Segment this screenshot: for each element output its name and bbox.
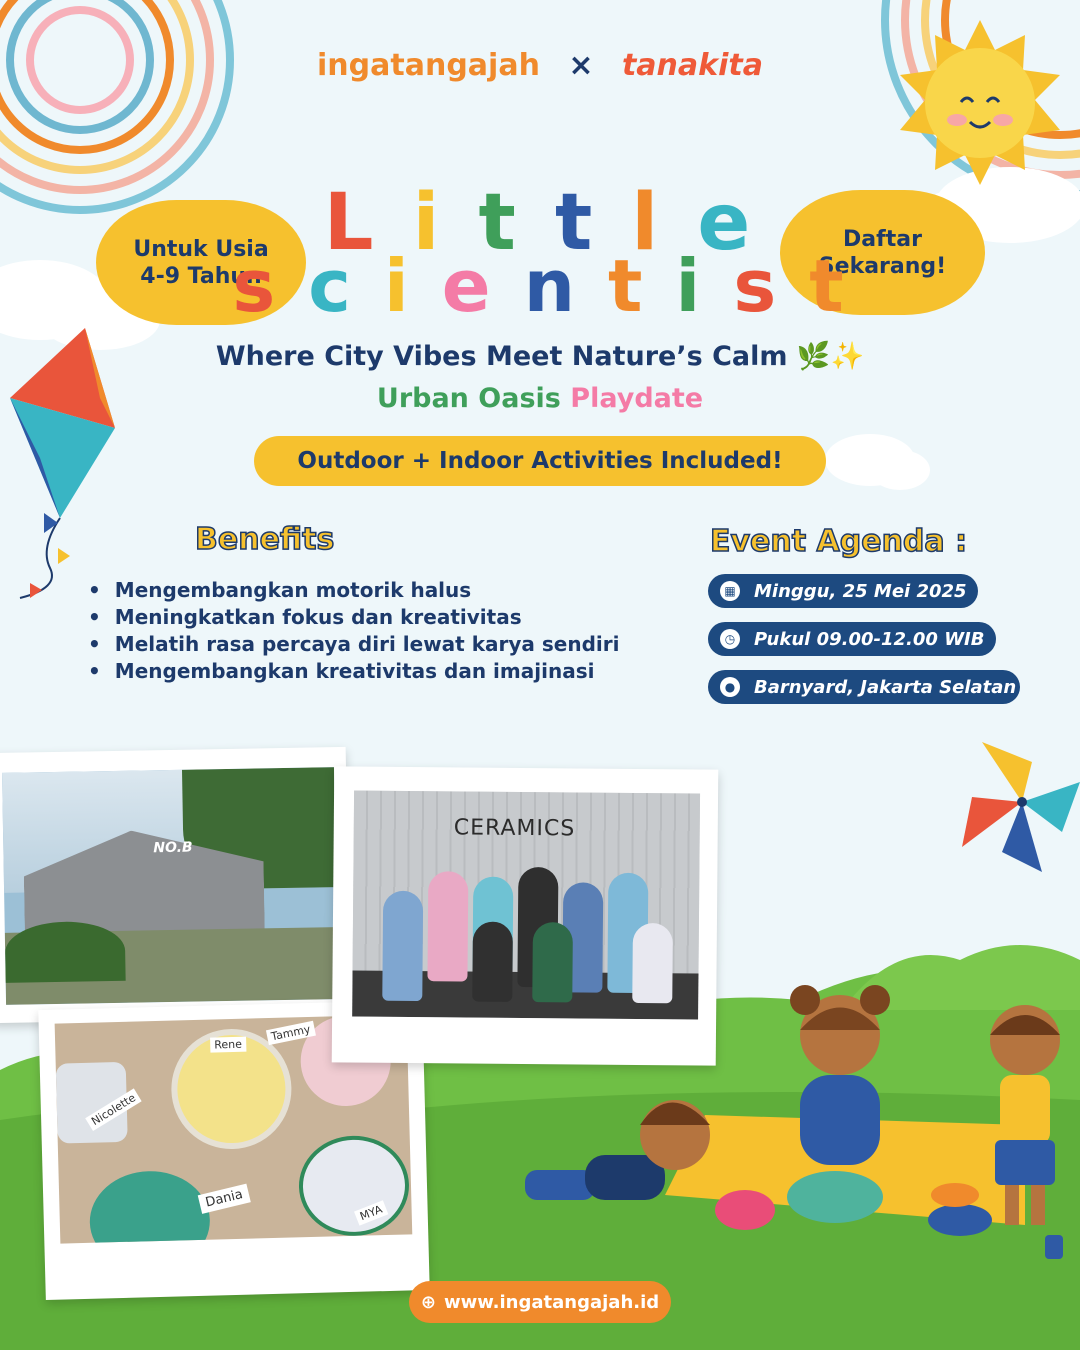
subtitle-part-1: Urban Oasis (376, 383, 561, 414)
activities-pill: Outdoor + Indoor Activities Included! (254, 436, 826, 486)
brand-separator: × (568, 48, 594, 83)
list-item: • Meningkatkan fokus dan kreativitas (88, 603, 619, 630)
brand-header (0, 48, 1080, 83)
title-letter: s (733, 244, 781, 328)
name-tag: Rene (210, 1037, 246, 1053)
ceramics-sign: CERAMICS (453, 815, 576, 842)
agenda-date (708, 574, 978, 608)
title-letter: e (441, 244, 495, 328)
agenda-time (708, 622, 996, 656)
title-letter: t (554, 178, 599, 268)
agenda-time-text: Pukul 09.00-12.00 WIB (754, 628, 985, 650)
register-badge-text: Daftar Sekarang! (818, 226, 947, 279)
benefits-list (88, 576, 619, 684)
name-tag: Dania (198, 1184, 251, 1214)
title-letter: i (412, 178, 446, 268)
title-letter: t (478, 178, 522, 268)
list-item: • Mengembangkan kreativitas dan imajinasi (88, 657, 619, 684)
age-badge-text: Untuk Usia 4-9 Tahun (133, 236, 269, 289)
agenda-date-text: Minggu, 25 Mei 2025 (754, 580, 967, 602)
title-line-2 (0, 244, 1080, 328)
agenda-heading: Event Agenda : (710, 524, 968, 559)
title-letter: c (308, 244, 355, 328)
title-letter: t (608, 244, 647, 328)
brand-tanakita: tanakita (621, 48, 763, 83)
location-icon: ● (720, 677, 740, 697)
title-letter: e (697, 178, 757, 268)
title-letter: i (384, 244, 413, 328)
photo-building (0, 747, 350, 1023)
title-letter: s (232, 244, 280, 328)
website-link[interactable] (409, 1281, 671, 1323)
agenda-place (708, 670, 1020, 704)
building-sign: NO.B (153, 839, 193, 857)
subtitle-part-2: Playdate (570, 383, 704, 414)
kids-illustration (505, 975, 1080, 1265)
clock-icon: ◷ (720, 629, 740, 649)
title-letter: i (675, 244, 705, 328)
calendar-icon: ▦ (720, 581, 740, 601)
name-tag: MYA (354, 1200, 388, 1225)
title-letter: l (631, 178, 665, 268)
title-letter: t (809, 244, 848, 328)
pinwheel-icon (962, 742, 1080, 882)
sun-icon (895, 20, 1065, 190)
website-text: www.ingatangajah.id (443, 1291, 660, 1313)
list-item: • Mengembangkan motorik halus (88, 576, 619, 603)
agenda-place-text: Barnyard, Jakarta Selatan (754, 676, 1017, 698)
benefits-heading: Benefits (195, 522, 335, 557)
brand-ingatangajah: ingatangajah (317, 48, 540, 83)
title-letter: L (323, 178, 380, 268)
tagline: Where City Vibes Meet Nature’s Calm 🌿✨ (215, 341, 865, 372)
title-letter: n (523, 244, 579, 328)
name-tag: Tammy (266, 1021, 316, 1045)
list-item: • Melatih rasa percaya diri lewat karya sendiri (88, 630, 619, 657)
name-tag: Nicolette (85, 1088, 142, 1131)
globe-icon: ⊕ (420, 1291, 436, 1313)
subtitle (0, 383, 1080, 414)
